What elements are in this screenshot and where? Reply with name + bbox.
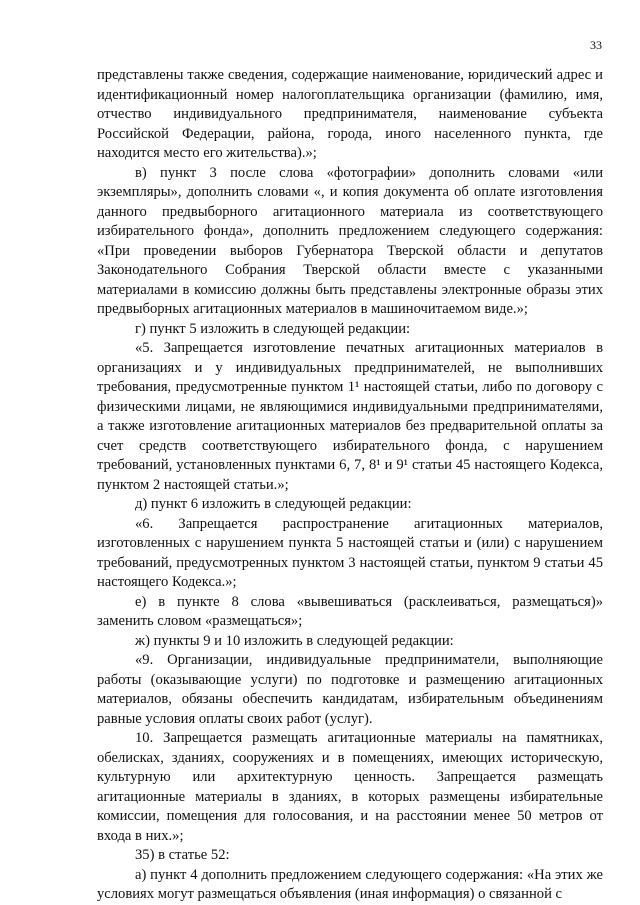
paragraph: ж) пункты 9 и 10 изложить в следующей редакции: [135,632,454,649]
paragraph: «5. Запрещается изготовление печатных агитационных материалов в организациях и у индивидуальных предпринимателей, не выполнивших требования, предусмотренные пунктом 1¹ настоящей статьи, либо по договору с физическими лицами, не являющимися индивидуальными предпринимателями, а также изготовление агитационных материалов без предварительной оплаты за счет средств соответствующего избирательного фонда, с нарушением требований, установленных пунктами 6, 7, 8¹ и 9¹ статьи 45 настоящего Кодекса, пунктом 2 настоящей статьи.»; [97,340,603,493]
paragraph: «9. Организации, индивидуальные предприниматели, выполняющие работы (оказывающие услуги) по подготовке и размещению агитационных материалов, обязаны обеспечить кандидатам, избирательным объединениям равные условия оплаты своих работ (услуг). [97,652,603,727]
paragraph: в) пункт 3 после слова «фотографии» дополнить словами «или экземпляры», дополнить словами «, и копия документа об оплате изготовления данного предвыборного агитационного материала из соответствующего избирательного фонда», дополнить предложением следующего содержания: «При проведении выборов Губернатора Тверской области и депутатов Законодательного Собрания Тверской области вместе с указанными материалами в комиссию должны быть представлены электронные образы этих предвыборных агитационных материалов в машиночитаемом виде.»; [97,164,603,317]
paragraph: г) пункт 5 изложить в следующей редакции: [135,320,411,337]
page-number: 33 [590,38,602,52]
paragraph: е) в пункте 8 слова «вывешиваться (расклеиваться, размещаться)» заменить словом «размещаться»; [97,593,603,629]
paragraph: д) пункт 6 изложить в следующей редакции: [135,496,412,512]
paragraph: представлены также сведения, содержащие наименование, юридический адрес и идентификационный номер налогоплательщика организации (фамилию, имя, отчество индивидуального предпринимателя, наименование субъекта Российской Федерации, района, города, иного населенного пункта, где находится место его жительства).»; [97,67,603,161]
paragraph: 10. Запрещается размещать агитационные материалы на памятниках, обелисках, зданиях, сооружениях и в помещениях, имеющих историческую, культурную или архитектурную ценность. Запрещается размещать агитационные материалы в зданиях, в которых размещены избирательные комиссии, помещения для голосования, и на расстоянии менее 50 метров от входа в них.»; [97,730,603,844]
paragraph: «6. Запрещается распространение агитационных материалов, изготовленных с нарушением пункта 5 настоящей статьи и (или) с нарушением требований, предусмотренных пунктом 3 настоящей статьи, пунктом 9 статьи 45 настоящего Кодекса.»; [97,515,603,590]
paragraph: 35) в статье 52: [135,847,230,863]
paragraph: а) пункт 4 дополнить предложением следующего содержания: «На этих же условиях могут размещаться объявления (иная информация) о связанной с [97,866,603,902]
document-body [97,66,603,905]
